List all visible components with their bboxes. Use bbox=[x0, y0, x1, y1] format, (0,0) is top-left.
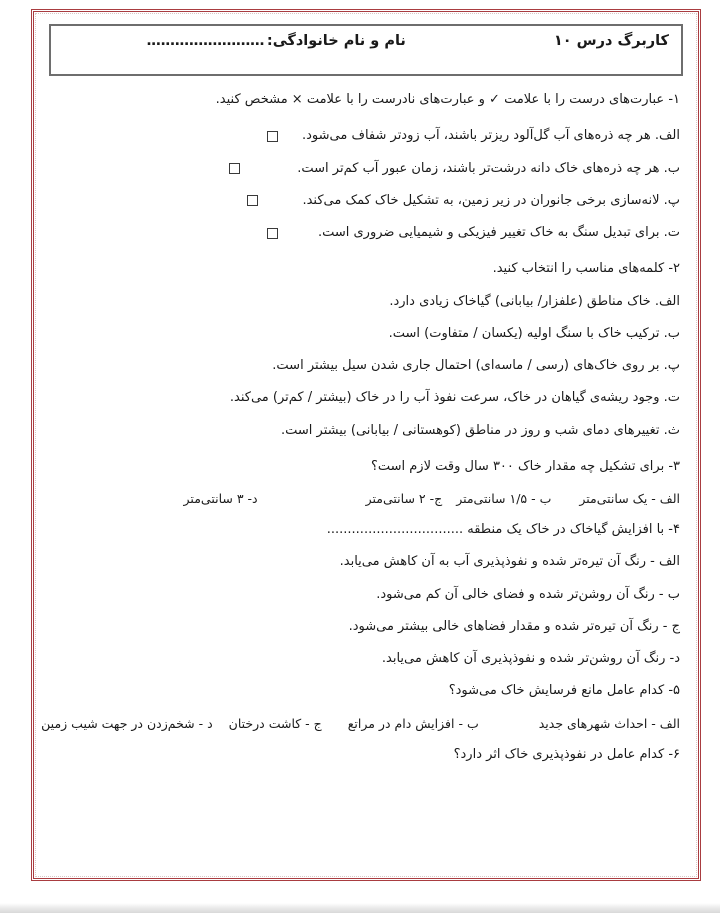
page-bottom-shadow bbox=[0, 891, 720, 913]
question-5-option-b[interactable]: ب - افزایش دام در مراتع bbox=[347, 715, 479, 731]
question-1-item-d bbox=[50, 225, 680, 241]
checkbox-1b[interactable] bbox=[229, 163, 240, 174]
question-5-option-a[interactable]: الف - احداث شهرهای جدید bbox=[538, 715, 680, 731]
question-2-item-c: پ. بر روی خاک‌های (رسی / ماسه‌ای) احتمال جاری شدن سیل بیشتر است. bbox=[272, 358, 680, 373]
question-3-option-b[interactable]: ب - ۱/۵ سانتی‌متر bbox=[456, 491, 552, 506]
question-4-option-b[interactable]: ب - رنگ آن روشن‌تر شده و فضای خالی آن کم می‌شود. bbox=[376, 586, 680, 602]
checkbox-1d[interactable] bbox=[267, 228, 278, 239]
question-2-item-e: ث. تغییرهای دمای شب و روز در مناطق (کوهستانی / بیابانی) بیشتر است. bbox=[280, 422, 680, 438]
question-2-prompt: ۲- کلمه‌های مناسب را انتخاب کنید. bbox=[492, 261, 680, 277]
question-5-prompt: ۵- کدام عامل مانع فرسایش خاک می‌شود؟ bbox=[448, 683, 680, 699]
checkbox-1a[interactable] bbox=[267, 131, 278, 142]
item-text: ت. برای تبدیل سنگ به خاک تغییر فیزیکی و شیمیایی ضروری است. bbox=[317, 225, 680, 240]
question-3-option-c[interactable]: ج- ۲ سانتی‌متر bbox=[365, 491, 443, 506]
page-content bbox=[40, 14, 692, 874]
header-box bbox=[49, 24, 683, 76]
question-3-prompt: ۳- برای تشکیل چه مقدار خاک ۳۰۰ سال وقت لازم است؟ bbox=[370, 458, 680, 474]
question-5-options bbox=[41, 715, 680, 731]
question-5-option-d[interactable]: د - شخم‌زدن در جهت شیب زمین bbox=[41, 715, 213, 731]
question-4-option-c[interactable]: ج - رنگ آن تیره‌تر شده و مقدار فضاهای خالی بیشتر می‌شود. bbox=[348, 618, 680, 634]
question-1-item-b bbox=[50, 161, 680, 177]
question-3-option-d[interactable]: د- ۳ سانتی‌متر bbox=[183, 491, 258, 506]
question-4-option-d[interactable]: د- رنگ آن روشن‌تر شده و نفوذپذیری آن کاهش می‌یابد. bbox=[381, 651, 680, 666]
page-title: کاربرگ درس ۱۰ bbox=[553, 33, 669, 49]
student-name-field[interactable]: ......................... bbox=[146, 33, 264, 49]
question-1-item-a bbox=[50, 128, 680, 144]
question-1-prompt: ۱- عبارت‌های درست را با علامت ✓ و عبارت‌های نادرست را با علامت × مشخص کنید. bbox=[215, 92, 680, 107]
item-text: پ. لانه‌سازی برخی جانوران در زیر زمین، به تشکیل خاک کمک می‌کند. bbox=[302, 192, 680, 208]
question-5-option-c[interactable]: ج - کاشت درختان bbox=[228, 715, 322, 731]
header-row bbox=[51, 26, 681, 49]
question-3-option-a[interactable]: الف - یک سانتی‌متر bbox=[579, 491, 680, 506]
question-4-option-a[interactable]: الف - رنگ آن تیره‌تر شده و نفوذپذیری آب به آن کاهش می‌یابد. bbox=[339, 554, 680, 570]
student-name-label: نام و نام خانوادگی: bbox=[266, 33, 406, 49]
question-2-item-b: ب. ترکیب خاک با سنگ اولیه (یکسان / متفاوت) است. bbox=[388, 325, 680, 341]
question-6-prompt: ۶- کدام عامل در نفوذپذیری خاک اثر دارد؟ bbox=[453, 746, 680, 762]
question-4-prompt: ۴- با افزایش گیاخاک در خاک یک منطقه ................................. bbox=[326, 522, 680, 537]
question-2-item-a: الف. خاک مناطق (علفزار/ بیابانی) گیاخاک زیادی دارد. bbox=[389, 293, 680, 309]
checkbox-1c[interactable] bbox=[247, 195, 258, 206]
item-text: ب. هر چه ذره‌های خاک دانه درشت‌تر باشند، زمان عبور آب کم‌تر است. bbox=[297, 160, 680, 176]
questions-body bbox=[40, 92, 692, 763]
question-3-options bbox=[50, 491, 680, 506]
item-text: الف. هر چه ذره‌های آب گل‌آلود ریزتر باشند، آب زودتر شفاف می‌شود. bbox=[302, 128, 680, 144]
question-1-item-c bbox=[50, 193, 680, 209]
question-2-item-d: ت. وجود ریشه‌ی گیاهان در خاک، سرعت نفوذ آب را در خاک (بیشتر / کم‌تر) می‌کند. bbox=[229, 390, 680, 406]
